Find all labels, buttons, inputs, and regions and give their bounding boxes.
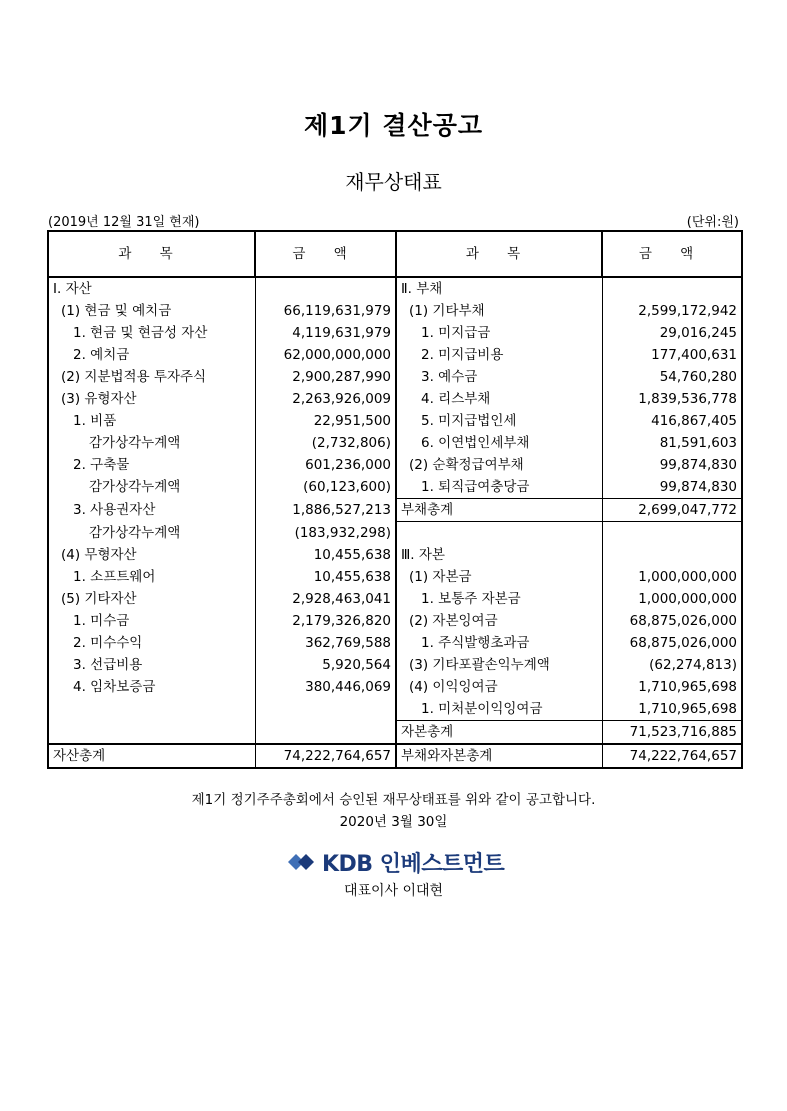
- company-logo: [288, 847, 504, 877]
- table-row: [48, 388, 742, 410]
- left-amount: 2,179,326,820: [255, 610, 396, 632]
- left-label: (5) 기타자산: [48, 588, 255, 610]
- right-label: [396, 522, 602, 545]
- left-label: 감가상각누계액: [48, 432, 255, 454]
- header-amount-left: 금 액: [255, 231, 396, 277]
- left-label: (2) 지분법적용 투자주식: [48, 366, 255, 388]
- right-amount: 1,710,965,698: [602, 698, 742, 721]
- total-right-label: 부채와자본총계: [396, 744, 602, 768]
- right-amount: 99,874,830: [602, 476, 742, 499]
- left-amount: 380,446,069: [255, 676, 396, 698]
- left-label: 감가상각누계액: [48, 476, 255, 499]
- table-row: [48, 610, 742, 632]
- table-header-row: [48, 231, 742, 277]
- table-row: [48, 632, 742, 654]
- right-label: 1. 미처분이익잉여금: [396, 698, 602, 721]
- notice-date: 2020년 3월 30일: [339, 814, 448, 830]
- left-amount: 1,886,527,213: [255, 499, 396, 522]
- kdb-diamond-icon: [288, 850, 318, 874]
- left-amount: 4,119,631,979: [255, 322, 396, 344]
- left-label: 감가상각누계액: [48, 522, 255, 545]
- unit-label: (단위:원): [686, 215, 739, 230]
- right-label: 6. 이연법인세부채: [396, 432, 602, 454]
- right-label: 부채총계: [396, 499, 602, 522]
- right-label: 3. 예수금: [396, 366, 602, 388]
- right-amount: 2,599,172,942: [602, 300, 742, 322]
- as-of-date: (2019년 12월 31일 현재): [48, 215, 200, 230]
- right-amount: 54,760,280: [602, 366, 742, 388]
- right-amount: [602, 522, 742, 545]
- ceo-signature: 대표이사 이대현: [343, 883, 444, 899]
- table-row: [48, 588, 742, 610]
- table-row: [48, 410, 742, 432]
- right-amount: 416,867,405: [602, 410, 742, 432]
- right-amount: 1,839,536,778: [602, 388, 742, 410]
- right-label: (1) 자본금: [396, 566, 602, 588]
- table-row: [48, 698, 742, 721]
- left-amount: 2,928,463,041: [255, 588, 396, 610]
- right-label: 1. 주식발행초과금: [396, 632, 602, 654]
- table-row: [48, 721, 742, 745]
- table-row: [48, 476, 742, 499]
- left-label: 1. 미수금: [48, 610, 255, 632]
- left-label: 1. 현금 및 현금성 자산: [48, 322, 255, 344]
- left-amount: (60,123,600): [255, 476, 396, 499]
- left-amount: 66,119,631,979: [255, 300, 396, 322]
- left-label: (3) 유형자산: [48, 388, 255, 410]
- left-amount: 22,951,500: [255, 410, 396, 432]
- right-amount: [602, 277, 742, 300]
- right-label: (4) 이익잉여금: [396, 676, 602, 698]
- left-amount: (2,732,806): [255, 432, 396, 454]
- left-amount: (183,932,298): [255, 522, 396, 545]
- right-label: (2) 자본잉여금: [396, 610, 602, 632]
- left-amount: 5,920,564: [255, 654, 396, 676]
- right-amount: 81,591,603: [602, 432, 742, 454]
- header-amount-right: 금 액: [602, 231, 742, 277]
- left-amount: 601,236,000: [255, 454, 396, 476]
- left-label: 1. 비품: [48, 410, 255, 432]
- right-label: 1. 보통주 자본금: [396, 588, 602, 610]
- total-left-label: 자산총계: [48, 744, 255, 768]
- table-row: [48, 676, 742, 698]
- left-label: Ⅰ. 자산: [48, 277, 255, 300]
- left-label: 4. 임차보증금: [48, 676, 255, 698]
- right-label: 4. 리스부채: [396, 388, 602, 410]
- approval-notice: 제1기 정기주주총회에서 승인된 재무상태표를 위와 같이 공고합니다.: [191, 792, 596, 808]
- right-label: 1. 퇴직급여충당금: [396, 476, 602, 499]
- left-amount: [255, 721, 396, 745]
- left-amount: [255, 277, 396, 300]
- table-row: [48, 566, 742, 588]
- table-row: [48, 522, 742, 545]
- left-amount: 2,900,287,990: [255, 366, 396, 388]
- right-amount: (62,274,813): [602, 654, 742, 676]
- table-row: [48, 432, 742, 454]
- table-row: [48, 544, 742, 566]
- table-row: [48, 322, 742, 344]
- table-row: [48, 366, 742, 388]
- left-label: (4) 무형자산: [48, 544, 255, 566]
- left-label: 1. 소프트웨어: [48, 566, 255, 588]
- header-subject-right: 과 목: [396, 231, 602, 277]
- right-label: (1) 기타부채: [396, 300, 602, 322]
- table-row: [48, 344, 742, 366]
- right-amount: 177,400,631: [602, 344, 742, 366]
- total-row: [48, 744, 742, 768]
- right-amount: 1,710,965,698: [602, 676, 742, 698]
- right-label: 1. 미지급금: [396, 322, 602, 344]
- left-amount: 2,263,926,009: [255, 388, 396, 410]
- left-label: 2. 미수수익: [48, 632, 255, 654]
- right-amount: 2,699,047,772: [602, 499, 742, 522]
- right-amount: [602, 544, 742, 566]
- table-row: [48, 277, 742, 300]
- table-row: [48, 300, 742, 322]
- left-amount: 10,455,638: [255, 544, 396, 566]
- left-label: 3. 선급비용: [48, 654, 255, 676]
- right-label: Ⅲ. 자본: [396, 544, 602, 566]
- right-amount: 29,016,245: [602, 322, 742, 344]
- right-label: Ⅱ. 부채: [396, 277, 602, 300]
- page-subtitle: 재무상태표: [345, 170, 442, 194]
- balance-sheet-table: [47, 230, 743, 769]
- right-label: 자본총계: [396, 721, 602, 745]
- right-label: (3) 기타포괄손익누계액: [396, 654, 602, 676]
- right-label: 2. 미지급비용: [396, 344, 602, 366]
- table-row: [48, 654, 742, 676]
- left-label: 3. 사용권자산: [48, 499, 255, 522]
- left-amount: 62,000,000,000: [255, 344, 396, 366]
- right-label: 5. 미지급법인세: [396, 410, 602, 432]
- left-amount: 10,455,638: [255, 566, 396, 588]
- left-amount: 362,769,588: [255, 632, 396, 654]
- page-title: 제1기 결산공고: [304, 111, 483, 140]
- total-right-amount: 74,222,764,657: [602, 744, 742, 768]
- right-amount: 99,874,830: [602, 454, 742, 476]
- header-subject-left: 과 목: [48, 231, 255, 277]
- left-label: [48, 698, 255, 721]
- total-left-amount: 74,222,764,657: [255, 744, 396, 768]
- right-amount: 1,000,000,000: [602, 566, 742, 588]
- right-amount: 68,875,026,000: [602, 632, 742, 654]
- right-label: (2) 순확정급여부채: [396, 454, 602, 476]
- left-label: [48, 721, 255, 745]
- left-amount: [255, 698, 396, 721]
- left-label: 2. 구축물: [48, 454, 255, 476]
- right-amount: 71,523,716,885: [602, 721, 742, 745]
- table-row: [48, 454, 742, 476]
- table-row: [48, 499, 742, 522]
- company-name: KDB 인베스트먼트: [322, 851, 505, 877]
- right-amount: 68,875,026,000: [602, 610, 742, 632]
- left-label: 2. 예치금: [48, 344, 255, 366]
- left-label: (1) 현금 및 예치금: [48, 300, 255, 322]
- right-amount: 1,000,000,000: [602, 588, 742, 610]
